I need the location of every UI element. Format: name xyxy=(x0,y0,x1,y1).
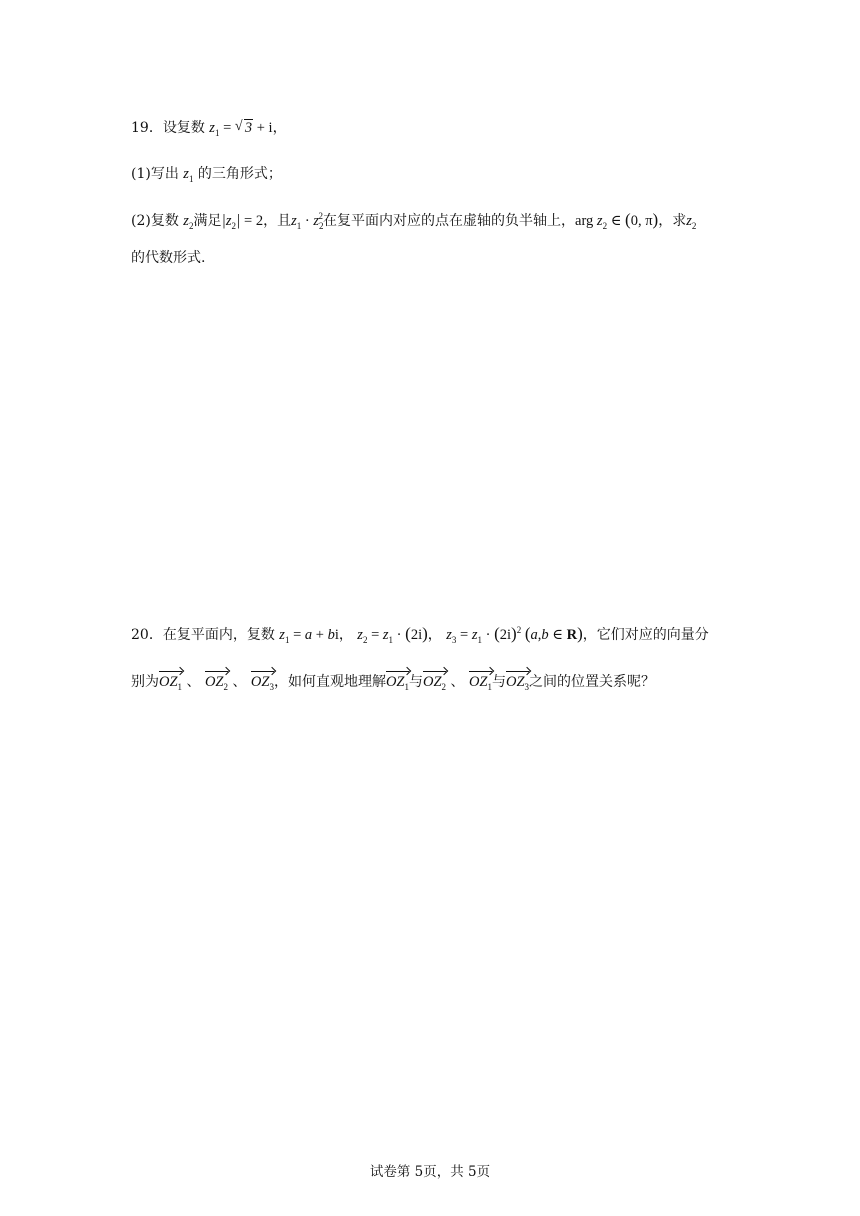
q20-text-e: 别为 xyxy=(131,674,159,690)
q20-text-i: 与 xyxy=(409,674,423,690)
q20-text-d: ，它们对应的向量分 xyxy=(582,627,709,643)
question-19-intro: 设复数 xyxy=(162,120,205,136)
vector-oz3: $OZ_3$ xyxy=(251,670,274,692)
vector-oz2: $OZ_2$ xyxy=(205,670,228,692)
q20-text-b: ， xyxy=(338,627,353,643)
q20-text-h: ，如何直观地理解 xyxy=(273,674,386,690)
q20-text-a: 在复平面内，复数 xyxy=(162,627,275,643)
part-2-text-e: ，求 xyxy=(658,213,687,229)
formula-z1-definition: $z_1$ = √ 3 + i xyxy=(209,120,272,136)
vector-oz1-b: $OZ_1$ xyxy=(386,670,409,692)
part-2-text-a: 复数 xyxy=(150,213,179,229)
question-19-part-1 xyxy=(131,164,736,184)
part-1-label: (1) xyxy=(131,166,151,182)
vector-oz1-c: $OZ_1$ xyxy=(469,670,492,692)
formula-arg-z2: arg $z_2$ ∈ (0, π) xyxy=(575,210,659,231)
question-20-stem-line-2 xyxy=(131,670,736,692)
question-20-number: 20． xyxy=(131,627,163,643)
question-19-part-2 xyxy=(131,210,736,231)
question-20-stem-line-1 xyxy=(131,624,736,645)
part-2-text-b: 满足 xyxy=(193,213,222,229)
formula-z1: $z_1$ xyxy=(183,166,194,184)
vector-oz2-b: $OZ_2$ xyxy=(423,670,446,692)
part-1-text-2: 的三角形式； xyxy=(197,166,282,182)
q20-text-g: 、 xyxy=(232,674,247,690)
formula-z2: $z_2$ xyxy=(183,213,194,231)
question-19-number: 19． xyxy=(131,120,163,136)
vector-oz1: $OZ_1$ xyxy=(159,670,182,692)
page-footer: 试卷第 5页，共 5页 xyxy=(369,1164,491,1180)
part-2-text-d: 在复平面内对应的点在虚轴的负半轴上， xyxy=(323,213,576,229)
vector-oz3-b: $OZ_3$ xyxy=(506,670,529,692)
formula-z2-end: $z_2$ xyxy=(686,213,697,231)
q20-text-j: 、 xyxy=(450,674,465,690)
part-1-text: 写出 xyxy=(150,166,179,182)
formula-abs-z2: $|z_2| = 2$ xyxy=(221,212,264,231)
formula-z1-eq-a-bi: $z_1 = a$ + bi xyxy=(279,627,339,645)
part-2-text-c: ，且 xyxy=(263,213,292,229)
part-2-label: (2) xyxy=(131,213,151,229)
question-19-stem: 19．设复数 $z_1$ = √ 3 + i， xyxy=(131,118,736,138)
part-2-text-f: 的代数形式. xyxy=(131,250,206,266)
q20-text-k: 与 xyxy=(492,674,506,690)
formula-z1-z2-squared: $z_1 \cdot z_2^2$ xyxy=(291,211,324,231)
q20-text-l: 之间的位置关系呢？ xyxy=(529,674,656,690)
formula-z3-eq: $z_3 = z_1 \cdot (2i)^2$ (a,b ∈ R) xyxy=(446,624,583,645)
question-19-part-2-cont xyxy=(131,248,736,268)
formula-z2-eq: $z_2 = z_1 \cdot (2i)$ xyxy=(357,624,428,645)
q20-text-f: 、 xyxy=(186,674,201,690)
q20-text-c: ， xyxy=(427,627,442,643)
